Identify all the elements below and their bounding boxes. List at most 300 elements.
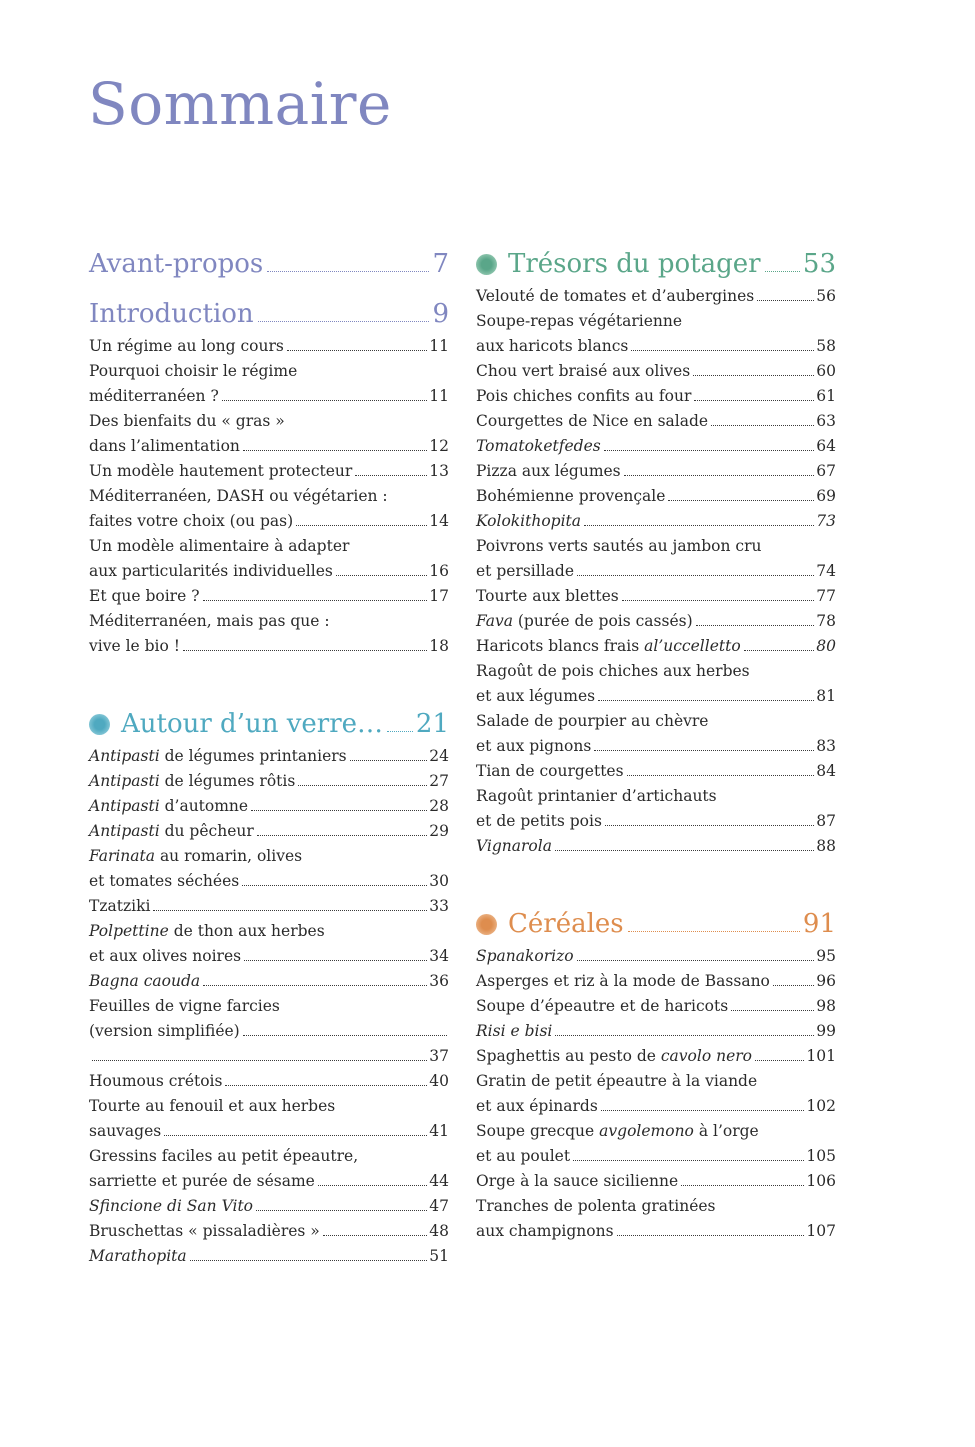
dot-leader (765, 271, 800, 272)
toc-entry[interactable] (89, 1169, 449, 1194)
toc-entry[interactable] (89, 1194, 449, 1219)
toc-entry-text (476, 784, 717, 809)
toc-entry-page: 13 (429, 462, 449, 480)
toc-entry[interactable] (476, 1094, 836, 1119)
toc-entry-text (476, 1069, 757, 1094)
toc-entry-text (476, 1044, 752, 1069)
toc-entry-text (476, 634, 741, 659)
toc-entry-text (476, 1169, 678, 1194)
toc-entry-text (89, 819, 254, 844)
toc-entry-page: 101 (806, 1047, 836, 1065)
toc-entry (476, 1194, 836, 1219)
toc-entry-italic: Kolokithopita (476, 512, 582, 530)
toc-entry-page: 88 (816, 837, 836, 855)
dot-leader (573, 1160, 804, 1161)
toc-entry-plain: Haricots blancs frais (476, 637, 645, 655)
toc-entry[interactable] (476, 409, 836, 434)
toc-entry-plain: et au poulet (476, 1147, 571, 1165)
toc-entry[interactable] (476, 634, 836, 659)
section-heading-avant-propos[interactable] (89, 244, 449, 284)
toc-entry[interactable] (89, 744, 449, 769)
toc-entry-page: 69 (816, 487, 836, 505)
dot-leader (350, 760, 428, 761)
toc-entry-text (89, 534, 349, 559)
toc-entry-page: 40 (429, 1072, 449, 1090)
toc-entry-plain: Un modèle hautement protecteur (89, 462, 353, 480)
dot-leader (577, 575, 814, 576)
dot-leader (92, 1060, 427, 1061)
toc-entry-text (476, 384, 691, 409)
toc-entry[interactable] (476, 834, 836, 859)
toc-entry-plain: et de petits pois (476, 812, 602, 830)
dot-leader (257, 835, 428, 836)
toc-entry-plain: et tomates séchées (89, 872, 240, 890)
toc-entry-plain: Ragoût de pois chiches aux herbes (476, 662, 750, 680)
toc-entry (89, 1094, 449, 1119)
toc-entry-italic: Antipasti (89, 822, 160, 840)
toc-entry-plain: sauvages (89, 1122, 162, 1140)
toc-entry-text (89, 384, 219, 409)
toc-entry-text (476, 459, 621, 484)
dot-leader (555, 1035, 814, 1036)
toc-entry-page: 73 (816, 512, 836, 530)
dot-leader (631, 350, 814, 351)
toc-entry-plain: Asperges et riz à la mode de Bassano (476, 972, 770, 990)
toc-entry (89, 1144, 449, 1169)
section-page: 91 (802, 909, 836, 939)
toc-entry-text (89, 1094, 335, 1119)
toc-entry[interactable] (476, 1044, 836, 1069)
toc-entry-plain: Salade de pourpier au chèvre (476, 712, 709, 730)
toc-entry[interactable] (476, 284, 836, 309)
toc-entry[interactable] (476, 684, 836, 709)
dot-leader (773, 985, 814, 986)
toc-entry[interactable] (89, 559, 449, 584)
toc-entry[interactable] (89, 1219, 449, 1244)
section-label: Avant-propos (89, 249, 264, 279)
toc-entry-text (89, 794, 248, 819)
dot-leader (203, 985, 427, 986)
section-heading-introduction[interactable] (89, 294, 449, 334)
toc-entry[interactable] (89, 1044, 449, 1069)
toc-entry-plain: d’automne (159, 797, 249, 815)
toc-entry[interactable] (476, 559, 836, 584)
dot-leader (693, 375, 814, 376)
toc-entry-plain: Pourquoi choisir le régime (89, 362, 298, 380)
toc-entry-plain: Et que boire ? (89, 587, 200, 605)
toc-entry-plain: Soupe d’épeautre et de haricots (476, 997, 729, 1015)
toc-entry-text (89, 484, 388, 509)
toc-entry[interactable] (89, 1119, 449, 1144)
toc-entry[interactable] (89, 384, 449, 409)
toc-entry-text (476, 359, 690, 384)
toc-entry-plain: dans l’alimentation (89, 437, 240, 455)
toc-entry[interactable] (476, 734, 836, 759)
toc-entry-text (89, 559, 333, 584)
toc-entry-page: 16 (429, 562, 449, 580)
toc-entry-text (89, 769, 295, 794)
section-page: 53 (802, 249, 836, 279)
toc-entry-page: 106 (806, 1172, 836, 1190)
toc-entry-plain: de thon aux herbes (168, 922, 325, 940)
toc-entry[interactable] (476, 609, 836, 634)
toc-entry-page: 83 (816, 737, 836, 755)
toc-entry[interactable] (476, 1219, 836, 1244)
toc-entry-text (476, 1019, 552, 1044)
toc-entry[interactable] (476, 484, 836, 509)
section-heading-autour-verre[interactable] (89, 704, 449, 744)
dot-leader (243, 1035, 447, 1036)
toc-entry-plain: Gratin de petit épeautre à la viande (476, 1072, 758, 1090)
dot-leader (222, 400, 428, 401)
toc-entry-plain: (purée de pois cassés) (512, 612, 693, 630)
toc-entry-italic: cavolo nero (660, 1047, 752, 1065)
toc-entry[interactable] (476, 994, 836, 1019)
toc-entry-plain: Bruschettas « pissaladières » (89, 1222, 320, 1240)
dot-leader (244, 960, 427, 961)
dot-leader (323, 1235, 427, 1236)
toc-entry[interactable] (476, 359, 836, 384)
toc-entry[interactable] (476, 459, 836, 484)
entries-introduction (89, 334, 449, 659)
toc-entry-text (89, 944, 241, 969)
toc-entry[interactable] (89, 509, 449, 534)
toc-entry-plain: aux champignons (476, 1222, 614, 1240)
toc-entry[interactable] (476, 944, 836, 969)
toc-entry-plain: et aux épinards (476, 1097, 598, 1115)
toc-entry (476, 659, 836, 684)
toc-entry[interactable] (476, 509, 836, 534)
toc-entry-text (476, 309, 682, 334)
toc-entry-italic: Marathopita (89, 1247, 187, 1265)
toc-entry-page: 74 (816, 562, 836, 580)
toc-entry-text (89, 969, 200, 994)
dot-leader (601, 1110, 805, 1111)
section-page: 7 (432, 249, 449, 279)
dot-leader (622, 600, 815, 601)
toc-entry-plain: Poivrons verts sautés au jambon cru (476, 537, 762, 555)
toc-entry-plain: (version simplifiée) (89, 1022, 240, 1040)
toc-entry-page: 11 (429, 387, 449, 405)
section-bullet-icon (89, 714, 110, 735)
toc-entry[interactable] (89, 459, 449, 484)
toc-entry[interactable] (476, 434, 836, 459)
toc-entry-plain: Tian de courgettes (476, 762, 624, 780)
toc-entry-plain: Tourte aux blettes (476, 587, 619, 605)
toc-entry-text (89, 919, 325, 944)
dot-leader (318, 1185, 427, 1186)
dot-leader (627, 775, 815, 776)
toc-entry-plain: Méditerranéen, mais pas que : (89, 612, 330, 630)
toc-entry-text (89, 584, 200, 609)
dot-leader (604, 450, 815, 451)
toc-entry-page: 51 (429, 1247, 449, 1265)
toc-entry-page: 81 (816, 687, 836, 705)
dot-leader (711, 425, 814, 426)
toc-entry-page: 34 (429, 947, 449, 965)
toc-entry-text (476, 409, 708, 434)
toc-entry-plain: du pêcheur (159, 822, 254, 840)
toc-entry[interactable] (476, 584, 836, 609)
toc-entry-text (89, 894, 150, 919)
dot-leader (681, 1185, 804, 1186)
toc-entry (476, 1069, 836, 1094)
toc-entry-text (89, 1019, 240, 1044)
toc-entry-page: 37 (429, 1047, 449, 1065)
toc-entry[interactable] (476, 809, 836, 834)
toc-entry-plain: aux particularités individuelles (89, 562, 333, 580)
toc-entry-page: 18 (429, 637, 449, 655)
toc-entry-italic: al’uccelletto (644, 637, 741, 655)
toc-entry-page: 102 (806, 1097, 836, 1115)
section-page: 9 (432, 299, 449, 329)
toc-entry-text (476, 759, 624, 784)
toc-entry[interactable] (476, 1019, 836, 1044)
toc-entry-page: 99 (816, 1022, 836, 1040)
dot-leader (242, 885, 427, 886)
toc-column-left (89, 244, 449, 1269)
toc-entry-italic: Tomatoketfedes (476, 437, 601, 455)
toc-entry-plain: Des bienfaits du « gras » (89, 412, 285, 430)
toc-entry-plain: de légumes rôtis (159, 772, 296, 790)
section-page: 21 (415, 709, 449, 739)
dot-leader (296, 525, 427, 526)
toc-entry-italic: Polpettine (89, 922, 169, 940)
toc-entry-italic: Antipasti (89, 772, 160, 790)
toc-entry-italic: Vignarola (476, 837, 552, 855)
toc-entry-text (476, 1194, 716, 1219)
toc-entry-plain: et aux pignons (476, 737, 592, 755)
toc-entry[interactable] (89, 334, 449, 359)
toc-entry-text (89, 1144, 358, 1169)
dot-leader (153, 910, 427, 911)
toc-entry-text (476, 434, 601, 459)
toc-entry (476, 309, 836, 334)
toc-entry[interactable] (476, 1169, 836, 1194)
dot-leader (605, 825, 814, 826)
dot-leader (594, 750, 814, 751)
toc-entry-plain: Méditerranéen, DASH ou végétarien : (89, 487, 388, 505)
toc-entry-page: 33 (429, 897, 449, 915)
toc-entry-text (476, 534, 762, 559)
toc-entry-page: 60 (816, 362, 836, 380)
toc-entry (476, 1119, 836, 1144)
dot-leader (203, 600, 428, 601)
toc-entry[interactable] (476, 1144, 836, 1169)
toc-entry[interactable] (89, 769, 449, 794)
section-label: Autour d’un verre… (121, 709, 384, 739)
toc-entry-text (89, 609, 330, 634)
toc-entry-page: 78 (816, 612, 836, 630)
toc-entry-text (89, 434, 240, 459)
toc-entry-text (476, 809, 602, 834)
toc-entry-page: 105 (806, 1147, 836, 1165)
toc-entry (89, 534, 449, 559)
toc-entry-page: 87 (816, 812, 836, 830)
dot-leader (256, 1210, 427, 1211)
section-heading-tresors-potager[interactable] (476, 244, 836, 284)
toc-entry-page: 12 (429, 437, 449, 455)
toc-entry-plain: Tourte au fenouil et aux herbes (89, 1097, 336, 1115)
toc-entry-text (476, 944, 574, 969)
toc-column-right (476, 244, 836, 1244)
dot-leader (336, 575, 427, 576)
toc-entry-text (476, 1144, 570, 1169)
toc-entry-text (89, 869, 239, 894)
toc-entry-plain: faites votre choix (ou pas) (89, 512, 294, 530)
toc-entry-plain: Gressins faciles au petit épeautre, (89, 1147, 359, 1165)
toc-entry[interactable] (89, 634, 449, 659)
toc-entry (476, 709, 836, 734)
toc-entry (89, 919, 449, 944)
dot-leader (225, 1085, 427, 1086)
toc-entry (89, 484, 449, 509)
toc-entry-text (89, 409, 285, 434)
toc-entry-plain: Feuilles de vigne farcies (89, 997, 280, 1015)
dot-leader (287, 350, 427, 351)
toc-entry-page: 29 (429, 822, 449, 840)
toc-entry-text (476, 284, 754, 309)
dot-leader (577, 960, 815, 961)
toc-entry[interactable] (89, 434, 449, 459)
toc-entry[interactable] (89, 894, 449, 919)
toc-entry-page: 56 (816, 287, 836, 305)
dot-leader (355, 475, 427, 476)
dot-leader (668, 500, 814, 501)
toc-entry-page: 63 (816, 412, 836, 430)
toc-entry-text (89, 359, 297, 384)
toc-entry-text (476, 509, 581, 534)
toc-entry-text (476, 834, 552, 859)
toc-entry (89, 609, 449, 634)
toc-entry[interactable] (89, 969, 449, 994)
toc-entry-plain: Velouté de tomates et d’aubergines (476, 287, 755, 305)
toc-entry-page: 96 (816, 972, 836, 990)
toc-entry-italic: Sfincione di San Vito (89, 1197, 254, 1215)
toc-entry-page: 107 (806, 1222, 836, 1240)
toc-entry-plain: et aux olives noires (89, 947, 242, 965)
dot-leader (694, 400, 814, 401)
toc-entry (476, 784, 836, 809)
toc-entry-plain: Spaghettis au pesto de (476, 1047, 661, 1065)
toc-entry-plain: Bohémienne provençale (476, 487, 666, 505)
toc-entry[interactable] (476, 759, 836, 784)
section-label: Introduction (89, 299, 254, 329)
page-title: Sommaire (88, 70, 392, 138)
toc-entry-text (476, 334, 628, 359)
entries-cereales (476, 944, 836, 1244)
dot-leader (164, 1135, 427, 1136)
toc-entry-italic: Antipasti (89, 747, 160, 765)
toc-entry-plain: vive le bio ! (89, 637, 180, 655)
toc-entry[interactable] (89, 819, 449, 844)
toc-entry-plain: de légumes printaniers (159, 747, 347, 765)
toc-entry-text (89, 459, 352, 484)
toc-entry-plain: Un modèle alimentaire à adapter (89, 537, 350, 555)
toc-entry-text (89, 1069, 222, 1094)
toc-entry-text (476, 709, 708, 734)
toc-entry-plain: Pois chiches confits au four (476, 387, 692, 405)
toc-entry-page: 58 (816, 337, 836, 355)
toc-entry[interactable] (476, 334, 836, 359)
dot-leader (744, 650, 815, 651)
toc-entry-text (476, 484, 665, 509)
dot-leader (628, 931, 800, 932)
toc-entry-plain: au romarin, olives (155, 847, 303, 865)
section-label: Trésors du potager (508, 249, 761, 279)
toc-entry-page: 67 (816, 462, 836, 480)
dot-leader (584, 525, 814, 526)
toc-entry-page: 47 (429, 1197, 449, 1215)
section-label: Céréales (508, 909, 624, 939)
dot-leader (598, 700, 814, 701)
toc-entry-plain: aux haricots blancs (476, 337, 629, 355)
section-bullet-icon (476, 914, 497, 935)
toc-entry-plain: Ragoût printanier d’artichauts (476, 787, 717, 805)
toc-entry-text (476, 1219, 614, 1244)
toc-entry-plain: sarriette et purée de sésame (89, 1172, 315, 1190)
toc-entry (89, 409, 449, 434)
toc-entry-text (476, 1119, 759, 1144)
toc-entry-page: 80 (816, 637, 836, 655)
toc-entry-text (89, 634, 180, 659)
toc-entry[interactable] (89, 944, 449, 969)
dot-leader (387, 731, 413, 732)
toc-entry-plain: Houmous crétois (89, 1072, 223, 1090)
toc-entry-text (476, 659, 750, 684)
toc-entry-page: 27 (429, 772, 449, 790)
toc-entry-italic: Bagna caouda (89, 972, 201, 990)
toc-entry-text (89, 1219, 320, 1244)
toc-entry[interactable] (89, 1069, 449, 1094)
dot-leader (251, 810, 427, 811)
toc-entry-page: 98 (816, 997, 836, 1015)
toc-entry-text (476, 609, 693, 634)
toc-entry-page: 14 (429, 512, 449, 530)
toc-entry-page: 44 (429, 1172, 449, 1190)
toc-entry-page: 36 (429, 972, 449, 990)
toc-entry-italic: avgolemono (599, 1122, 694, 1140)
toc-entry-plain: Chou vert braisé aux olives (476, 362, 691, 380)
toc-entry-text (89, 844, 302, 869)
toc-entry[interactable] (476, 384, 836, 409)
toc-entry-plain: Soupe grecque (476, 1122, 600, 1140)
toc-entry-plain: et aux légumes (476, 687, 596, 705)
section-bullet-icon (476, 254, 497, 275)
toc-entry-text (89, 1169, 315, 1194)
toc-entry-page: 48 (429, 1222, 449, 1240)
toc-entry-page: 11 (429, 337, 449, 355)
dot-leader (757, 300, 814, 301)
toc-entry-italic: Antipasti (89, 797, 160, 815)
dot-leader (624, 475, 815, 476)
toc-entry[interactable] (89, 794, 449, 819)
toc-entry-page: 24 (429, 747, 449, 765)
toc-entry[interactable] (89, 869, 449, 894)
toc-entry-italic: Fava (476, 612, 513, 630)
dot-leader (555, 850, 814, 851)
toc-entry[interactable] (89, 584, 449, 609)
toc-entry-text (89, 994, 280, 1019)
toc-entry-text (476, 584, 619, 609)
toc-entry-italic: Spanakorizo (476, 947, 574, 965)
toc-entry-text (89, 334, 284, 359)
toc-entry-page: 84 (816, 762, 836, 780)
toc-entry[interactable] (89, 1244, 449, 1269)
toc-entry[interactable] (476, 969, 836, 994)
section-heading-cereales[interactable] (476, 904, 836, 944)
toc-entry-text (89, 1194, 253, 1219)
